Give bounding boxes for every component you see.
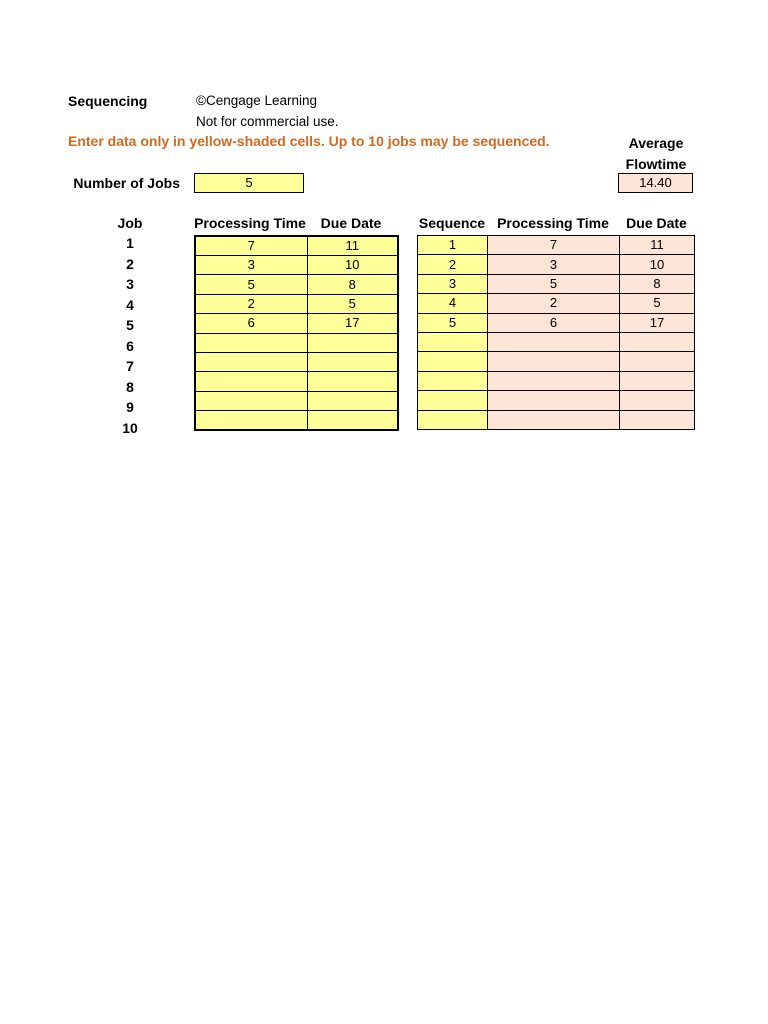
number-of-jobs-label: Number of Jobs [73, 175, 180, 191]
output-processing-time-cell [488, 332, 620, 351]
output-processing-time-cell [488, 352, 620, 371]
sheet-title: Sequencing [68, 93, 148, 109]
input-table [194, 235, 399, 431]
output-due-date-cell: 11 [620, 236, 695, 255]
number-of-jobs-input[interactable]: 5 [194, 173, 304, 193]
output-due-date-cell: 10 [620, 255, 695, 274]
sequence-cell[interactable]: 4 [418, 294, 488, 313]
sequence-cell[interactable]: 5 [418, 313, 488, 332]
processing-time-cell[interactable] [195, 391, 307, 410]
sequence-cell[interactable] [418, 391, 488, 410]
output-due-date-cell [620, 371, 695, 390]
output-due-date-cell: 5 [620, 294, 695, 313]
sequence-cell[interactable] [418, 410, 488, 429]
table-row [418, 313, 695, 332]
sequence-cell[interactable]: 1 [418, 236, 488, 255]
output-due-date-cell: 17 [620, 313, 695, 332]
table-row [195, 275, 398, 294]
processing-time-header: Processing Time [194, 215, 306, 231]
job-number: 6 [126, 337, 134, 354]
due-date-cell[interactable]: 8 [307, 275, 398, 294]
output-due-date-header: Due Date [626, 215, 687, 231]
table-row [418, 332, 695, 351]
output-due-date-cell [620, 410, 695, 429]
job-column-header: Job [117, 215, 143, 231]
due-date-cell[interactable] [307, 411, 398, 430]
table-row [195, 391, 398, 410]
due-date-cell[interactable] [307, 352, 398, 371]
table-row [418, 274, 695, 293]
sequence-cell[interactable] [418, 352, 488, 371]
job-number: 5 [126, 317, 134, 333]
due-date-cell[interactable]: 17 [307, 314, 398, 333]
processing-time-cell[interactable] [195, 372, 307, 391]
job-number: 9 [126, 399, 134, 415]
output-due-date-cell [620, 352, 695, 371]
table-row [195, 352, 398, 371]
instruction-text: Enter data only in yellow-shaded cells. Up to 10 jobs may be sequenced. [68, 133, 550, 149]
table-row [195, 256, 398, 275]
output-due-date-cell [620, 391, 695, 410]
table-row [418, 294, 695, 313]
sequence-cell[interactable]: 2 [418, 255, 488, 274]
output-processing-time-header: Processing Time [497, 215, 609, 231]
output-processing-time-cell: 6 [488, 313, 620, 332]
table-row [418, 371, 695, 390]
job-number: 2 [126, 255, 134, 272]
due-date-cell[interactable] [307, 333, 398, 352]
output-processing-time-cell: 5 [488, 274, 620, 293]
average-flowtime-label [616, 133, 696, 175]
job-number: 10 [122, 419, 138, 436]
job-number: 7 [126, 358, 134, 374]
sequence-cell[interactable] [418, 332, 488, 351]
table-row [195, 294, 398, 313]
sequence-output-table [417, 235, 695, 430]
processing-time-cell[interactable]: 2 [195, 294, 307, 313]
average-flowtime-value: 14.40 [618, 173, 693, 193]
table-row [195, 236, 398, 256]
output-processing-time-cell: 3 [488, 255, 620, 274]
table-row [195, 314, 398, 333]
table-row [195, 333, 398, 352]
output-processing-time-cell [488, 410, 620, 429]
table-row [418, 255, 695, 274]
table-row [418, 391, 695, 410]
output-processing-time-cell [488, 371, 620, 390]
output-due-date-cell: 8 [620, 274, 695, 293]
output-due-date-cell [620, 332, 695, 351]
processing-time-cell[interactable]: 6 [195, 314, 307, 333]
due-date-cell[interactable] [307, 372, 398, 391]
usage-notice: Not for commercial use. [196, 114, 339, 129]
job-number: 8 [126, 378, 134, 395]
table-row [195, 411, 398, 430]
processing-time-cell[interactable] [195, 352, 307, 371]
due-date-cell[interactable] [307, 391, 398, 410]
processing-time-cell[interactable] [195, 411, 307, 430]
sequence-cell[interactable] [418, 371, 488, 390]
processing-time-cell[interactable]: 5 [195, 275, 307, 294]
due-date-header: Due Date [320, 215, 382, 231]
due-date-cell[interactable]: 11 [307, 236, 398, 256]
due-date-cell[interactable]: 5 [307, 294, 398, 313]
average-label-line1: Average [628, 135, 684, 151]
processing-time-cell[interactable] [195, 333, 307, 352]
copyright-text: ©Cengage Learning [196, 93, 318, 108]
table-row [418, 236, 695, 255]
job-number: 3 [126, 276, 134, 292]
output-processing-time-cell: 7 [488, 236, 620, 255]
processing-time-cell[interactable]: 7 [195, 236, 307, 256]
job-number: 4 [126, 296, 134, 313]
table-row [418, 352, 695, 371]
job-number: 1 [126, 235, 134, 251]
processing-time-cell[interactable]: 3 [195, 256, 307, 275]
table-row [418, 410, 695, 429]
output-processing-time-cell [488, 391, 620, 410]
table-row [195, 372, 398, 391]
average-label-line2: Flowtime [625, 156, 687, 172]
output-processing-time-cell: 2 [488, 294, 620, 313]
due-date-cell[interactable]: 10 [307, 256, 398, 275]
sequence-cell[interactable]: 3 [418, 274, 488, 293]
sequence-header: Sequence [418, 215, 486, 231]
